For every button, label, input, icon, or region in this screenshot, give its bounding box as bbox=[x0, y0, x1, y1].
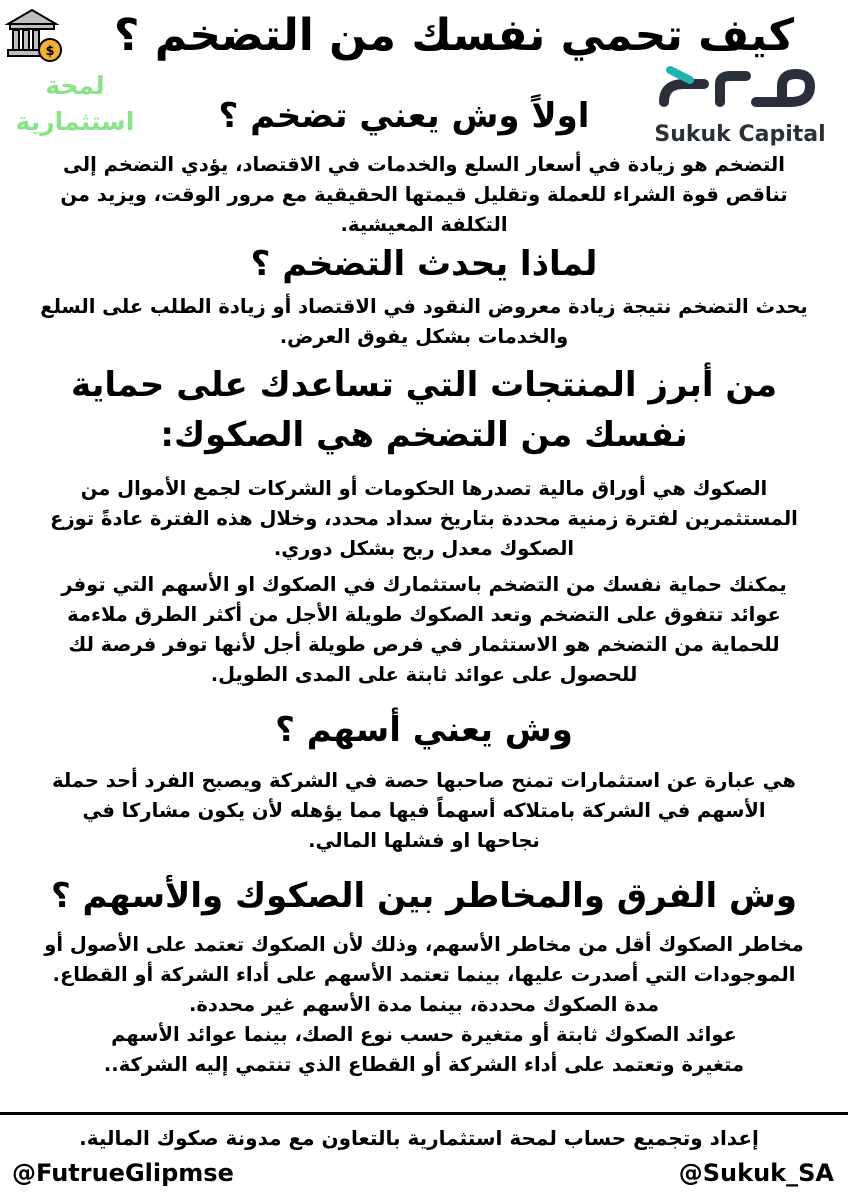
heading-line: نفسك من التضخم هي الصكوك: bbox=[160, 415, 688, 455]
body-line: عوائد الصكوك ثابتة أو متغيرة حسب نوع الصك، بينما عوائد الأسهم bbox=[111, 1023, 737, 1046]
brand-name bbox=[0, 68, 150, 140]
logo-name: Sukuk Capital bbox=[654, 122, 826, 147]
section-body-sukuk-definition bbox=[20, 474, 828, 564]
section-body-protection bbox=[20, 570, 828, 690]
body-line: التضخم هو زيادة في أسعار السلع والخدمات في الاقتصاد، يؤدي التضخم إلى bbox=[63, 153, 785, 176]
body-line: للحصول على عوائد ثابتة على المدى الطويل. bbox=[210, 663, 638, 686]
body-line: للحماية من التضخم هو الاستثمار في فرص طويلة أجل لأنها توفر فرصة لك bbox=[68, 633, 780, 656]
body-line: الأسهم في الشركة بامتلاكه أسهماً فيها مما يؤهله لأن يكون مشاركا في bbox=[82, 799, 766, 822]
body-line: المستثمرين لفترة زمنية محددة بتاريخ سداد محدد، وخلال هذه الفترة عادةً توزع bbox=[50, 507, 798, 530]
body-line: الموجودات التي أصدرت عليها، بينما تعتمد الأسهم على أداء الشركة أو القطاع. bbox=[52, 963, 796, 986]
body-line: تناقص قوة الشراء للعملة وتقليل قيمتها الحقيقية مع مرور الوقت، ويزيد من bbox=[60, 183, 788, 206]
body-line: التكلفة المعيشية. bbox=[340, 213, 508, 236]
body-line: متغيرة وتعتمد على أداء الشركة أو القطاع الذي تنتمي إليه الشركة.. bbox=[103, 1053, 745, 1076]
body-line: هي عبارة عن استثمارات تمنح صاحبها حصة في الشركة ويصبح الفرد أحد حملة bbox=[52, 769, 796, 792]
section-body-inflation bbox=[20, 150, 828, 240]
section-heading-stocks: وش يعني أسهم ؟ bbox=[275, 710, 573, 750]
section-heading-inflation: اولاً وش يعني تضخم ؟ bbox=[218, 96, 590, 136]
footer-divider bbox=[0, 1112, 848, 1115]
handle-sukuk-sa[interactable]: @Sukuk_SA bbox=[678, 1159, 834, 1187]
brand-name-line2: استثمارية bbox=[15, 107, 135, 136]
body-line: يحدث التضخم نتيجة زيادة معروض النقود في الاقتصاد أو زيادة الطلب على السلع bbox=[40, 295, 808, 318]
section-body-why bbox=[20, 292, 828, 352]
body-line: والخدمات بشكل يفوق العرض. bbox=[279, 325, 569, 348]
brand-name-line1: لمحة bbox=[45, 71, 105, 100]
body-line: نجاحها او فشلها المالي. bbox=[308, 829, 540, 852]
body-line: عوائد تتفوق على التضخم وتعد الصكوك طويلة الأجل من أكثر الطرق ملاءمة bbox=[67, 603, 781, 626]
bank-money-icon bbox=[4, 8, 66, 64]
body-line: الصكوك معدل ربح بشكل دوري. bbox=[273, 537, 575, 560]
section-heading-difference: وش الفرق والمخاطر بين الصكوك والأسهم ؟ bbox=[50, 876, 798, 916]
page-title: كيف تحمي نفسك من التضخم ؟ bbox=[113, 10, 795, 61]
section-heading-products bbox=[0, 360, 848, 460]
body-line: مدة الصكوك محددة، بينما مدة الأسهم غير محددة. bbox=[188, 993, 660, 1016]
section-body-stocks bbox=[20, 766, 828, 856]
heading-line: من أبرز المنتجات التي تساعدك على حماية bbox=[70, 365, 778, 405]
section-body-difference bbox=[16, 930, 832, 1080]
body-line: يمكنك حماية نفسك من التضخم باستثمارك في الصكوك او الأسهم التي توفر bbox=[61, 573, 787, 596]
handle-futrueglipmse[interactable]: @FutrueGlipmse bbox=[12, 1159, 234, 1187]
footer-credit: إعداد وتجميع حساب لمحة استثمارية بالتعاون مع مدونة صكوك المالية. bbox=[79, 1126, 759, 1150]
section-heading-why: لماذا يحدث التضخم ؟ bbox=[250, 244, 598, 284]
sukuk-logo-mark-icon bbox=[650, 62, 830, 118]
sukuk-capital-logo bbox=[650, 62, 830, 152]
body-line: الصكوك هي أوراق مالية تصدرها الحكومات أو الشركات لجمع الأموال من bbox=[80, 477, 768, 500]
svg-text:$: $ bbox=[45, 44, 55, 59]
body-line: مخاطر الصكوك أقل من مخاطر الأسهم، وذلك لأن الصكوك تعتمد على الأصول أو bbox=[44, 933, 804, 956]
